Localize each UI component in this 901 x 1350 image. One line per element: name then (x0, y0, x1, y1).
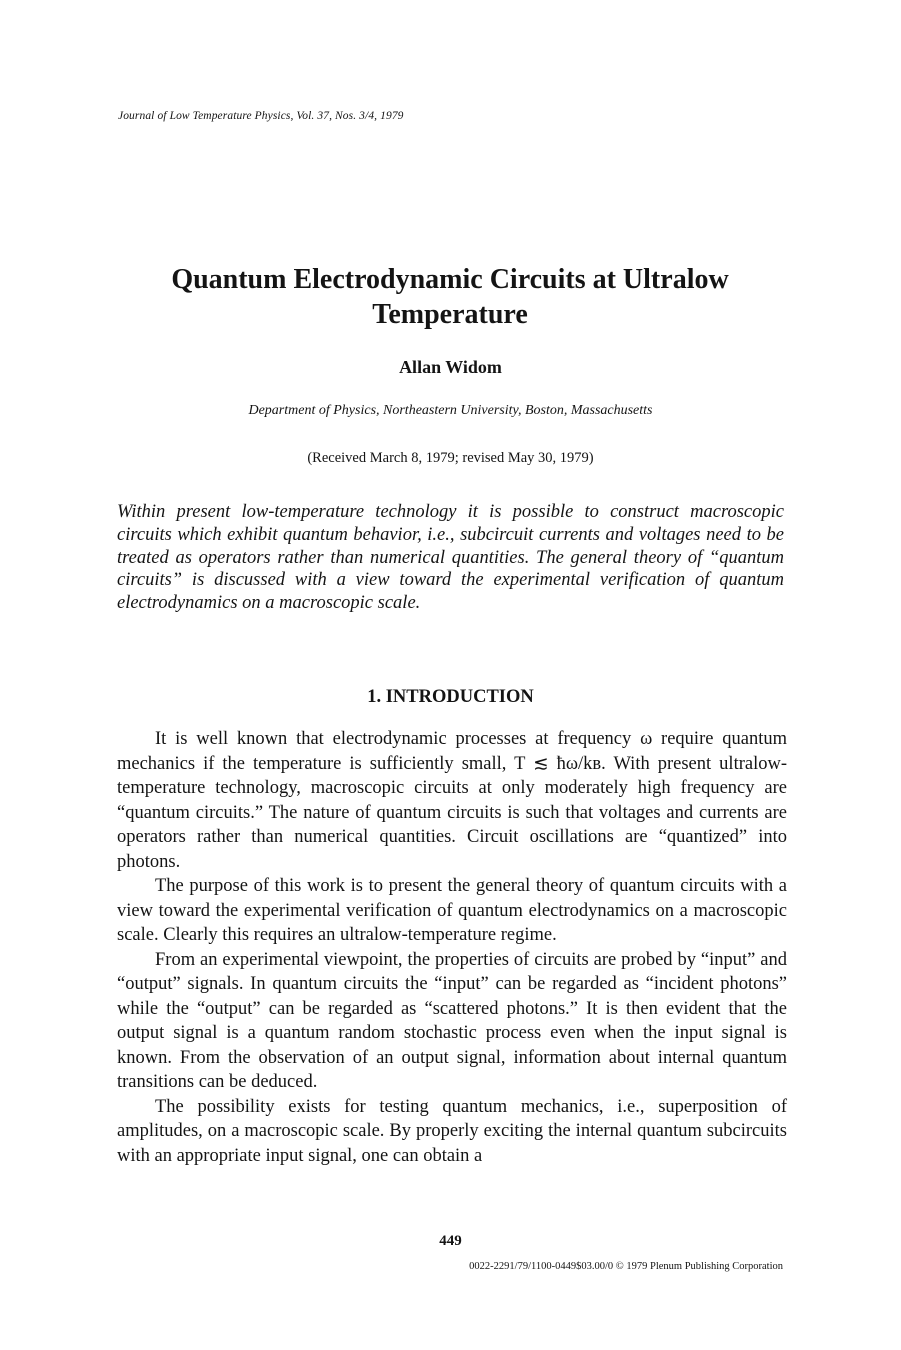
journal-citation: Journal of Low Temperature Physics, Vol. 37, Nos. 3/4, 1979 (118, 110, 404, 122)
paragraph-3: From an experimental viewpoint, the properties of circuits are probed by “input” and “output” signals. In quantum circuits the “input” can be regarded as “incident photons” while the “output” can be regarded as “scattered photons.” It is then evident that the output signal is a quantum random stochastic process even when the input signal is known. From the observation of an output signal, information about internal quantum transitions can be deduced. (117, 949, 787, 1092)
copyright-line: 0022-2291/79/1100-0449$03.00/0 © 1979 Plenum Publishing Corporation (469, 1261, 783, 1272)
paragraph-1: It is well known that electrodynamic processes at frequency ω require quantum mechanics if the temperature is sufficiently small, T ≲ ħω/kʙ. With present ultralow-temperature technology, macroscopic circuits at only moderately high frequency are “quantum circuits.” The nature of quantum circuits is such that voltages and currents are operators rather than numerical quantities. Circuit oscillations are “quantized” into photons. (117, 729, 787, 872)
page-number: 449 (439, 1233, 462, 1249)
author-affiliation: Department of Physics, Northeastern University, Boston, Massachusetts (248, 403, 653, 418)
body-text (117, 727, 787, 1168)
received-dates: (Received March 8, 1979; revised May 30, 1979) (307, 450, 594, 466)
paragraph-2: The purpose of this work is to present the general theory of quantum circuits with a view toward the experimental verification of quantum electrodynamics on a macroscopic scale. Clearly this requires an ultralow-temperature regime. (117, 876, 787, 945)
article-title: Quantum Electrodynamic Circuits at Ultralow Temperature (171, 264, 729, 330)
section-heading: 1. INTRODUCTION (367, 687, 534, 707)
author-name: Allan Widom (399, 357, 502, 377)
paragraph-4: The possibility exists for testing quantum mechanics, i.e., superposition of amplitudes, on a macroscopic scale. By properly exciting the internal quantum subcircuits with an appropriate input signal, one can obtain a (117, 1096, 787, 1166)
abstract: Within present low-temperature technology it is possible to construct macroscopic circuits which exhibit quantum behavior, i.e., subcircuit currents and voltages need to be treated as operators rather than numerical quantities. The general theory of “quantum circuits” is discussed with a view toward the experimental verification of quantum electrodynamics on a macroscopic scale. (117, 502, 784, 614)
